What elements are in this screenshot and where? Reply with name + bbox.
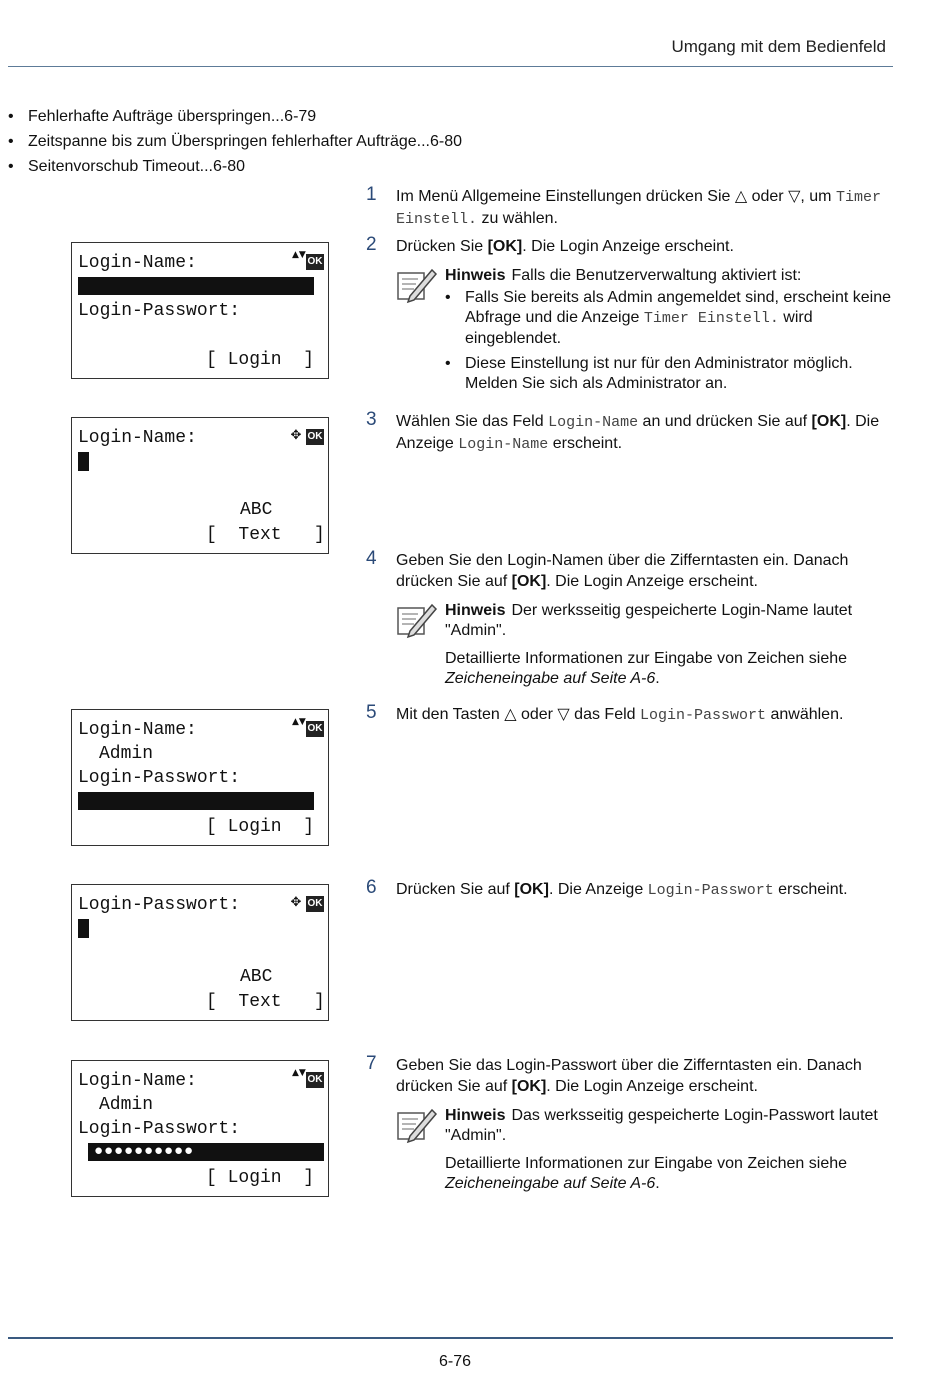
step-number: 6	[366, 877, 377, 898]
step-4	[366, 550, 896, 689]
lcd-login-name-value: Admin	[99, 1095, 154, 1115]
related-topics-list	[8, 104, 462, 179]
cross-arrow-icon: ✥	[290, 895, 302, 910]
step-text: Im Menü Allgemeine Einstellungen drücken Sie △ oder ▽, um	[396, 188, 836, 205]
lcd-text-softkey: [ Text ]	[206, 525, 325, 545]
cross-arrow-icon: ✥	[290, 428, 302, 443]
step-text: zu wählen.	[477, 210, 558, 227]
lcd-login-softkey: [ Login ]	[206, 1168, 315, 1188]
footer-rule	[8, 1337, 893, 1339]
step-text: an und drücken Sie auf	[638, 413, 812, 430]
note-text: wird eingeblendet.	[465, 309, 813, 347]
note-label: Hinweis	[445, 602, 506, 619]
menu-item-code: Timer Einstell.	[396, 189, 881, 228]
lcd-input-mode: ABC	[240, 500, 273, 520]
ok-icon: OK	[306, 1072, 324, 1088]
field-code: Login-Name	[548, 414, 639, 431]
lcd-login-screen-filled	[71, 1060, 329, 1197]
note-intro: Der werksseitig gespeicherte Login-Name lautet "Admin".	[445, 602, 853, 639]
ok-key-label: [OK]	[511, 1078, 547, 1095]
ok-icon: OK	[306, 896, 324, 912]
step-number: 7	[366, 1053, 377, 1074]
note-label: Hinweis	[445, 267, 506, 284]
lcd-login-screen-admin	[71, 709, 329, 846]
toc-item: • Fehlerhafte Aufträge überspringen...6-79	[8, 104, 462, 129]
note-text: Falls Sie bereits als Admin angemeldet sind, erscheint keine Abfrage und die Anzeige	[465, 289, 891, 326]
note-pencil-icon	[396, 601, 438, 639]
note-bullet: • Diese Einstellung ist nur für den Administrator möglich. Melden Sie sich als Administrator an.	[445, 354, 896, 394]
note-pencil-icon	[396, 1106, 438, 1144]
step-number: 4	[366, 548, 377, 569]
lcd-login-softkey: [ Login ]	[206, 350, 315, 370]
step-text: erscheint.	[548, 435, 623, 452]
step-5	[366, 704, 896, 726]
lcd-password-masked-value: ●●●●●●●●●●	[88, 1143, 324, 1161]
field-code: Login-Name	[458, 436, 549, 453]
step-text: Mit den Tasten △ oder ▽ das Feld	[396, 706, 640, 723]
field-code: Login-Passwort	[647, 882, 774, 899]
field-code: Login-Passwort	[640, 707, 767, 724]
step-text: Geben Sie den Login-Namen über die Zifferntasten ein. Danach drücken Sie auf	[396, 552, 849, 590]
step-text: . Die Login Anzeige erscheint.	[522, 238, 734, 255]
toc-item: • Seitenvorschub Timeout...6-80	[8, 154, 462, 179]
step-number: 5	[366, 702, 377, 723]
header-rule	[8, 66, 893, 67]
menu-item-code: Timer Einstell.	[643, 310, 779, 327]
step-text: . Die Login Anzeige erscheint.	[546, 573, 758, 590]
lcd-login-name-value: Admin	[99, 744, 154, 764]
lcd-name-entry-screen	[71, 417, 329, 554]
lcd-login-name-label: Login-Name:	[78, 1071, 197, 1091]
up-down-arrow-icon: ▲▼	[292, 1068, 306, 1078]
lcd-login-name-label: Login-Name:	[78, 428, 197, 448]
lcd-login-password-label: Login-Passwort:	[78, 895, 241, 915]
up-down-arrow-icon: ▲▼	[292, 717, 306, 727]
step-text: . Die Anzeige	[396, 413, 880, 452]
note-pencil-icon	[396, 266, 438, 304]
step-1	[366, 186, 896, 230]
note-bullet	[445, 288, 896, 349]
note-intro: Das werksseitig gespeicherte Login-Passwort lautet "Admin".	[445, 1107, 878, 1144]
step-number: 2	[366, 234, 377, 255]
step-6	[366, 879, 896, 901]
lcd-text-softkey: [ Text ]	[206, 992, 325, 1012]
note-text: Detaillierte Informationen zur Eingabe von Zeichen siehe	[445, 1155, 848, 1172]
note-text: .	[655, 670, 660, 687]
lcd-login-password-label: Login-Passwort:	[78, 1119, 241, 1139]
lcd-login-password-label: Login-Passwort:	[78, 768, 241, 788]
ok-key-label: [OK]	[511, 573, 547, 590]
ok-icon: OK	[306, 254, 324, 270]
step-text: Geben Sie das Login-Passwort über die Zifferntasten ein. Danach drücken Sie auf	[396, 1057, 862, 1095]
lcd-login-name-label: Login-Name:	[78, 720, 197, 740]
note-intro: Falls die Benutzerverwaltung aktiviert ist:	[511, 267, 802, 284]
step-text: Drücken Sie	[396, 238, 488, 255]
cross-reference-link[interactable]: Zeicheneingabe auf Seite A-6	[445, 1175, 656, 1192]
ok-key-label: [OK]	[811, 413, 847, 430]
note-box	[396, 601, 896, 689]
lcd-name-field-highlight	[78, 277, 314, 295]
lcd-cursor	[78, 452, 89, 471]
step-text: . Die Login Anzeige erscheint.	[546, 1078, 758, 1095]
step-2	[366, 236, 896, 399]
ok-icon: OK	[306, 721, 324, 737]
lcd-input-mode: ABC	[240, 967, 273, 987]
cross-reference-link[interactable]: Zeicheneingabe auf Seite A-6	[445, 670, 656, 687]
step-text: Drücken Sie auf	[396, 881, 515, 898]
up-down-arrow-icon: ▲▼	[292, 250, 306, 260]
note-box	[396, 1106, 896, 1194]
step-number: 3	[366, 409, 377, 430]
lcd-password-entry-screen	[71, 884, 329, 1021]
step-text: erscheint.	[773, 881, 848, 898]
step-3	[366, 411, 896, 455]
note-label: Hinweis	[445, 1107, 506, 1124]
lcd-login-screen	[71, 242, 329, 379]
lcd-login-password-label: Login-Passwort:	[78, 301, 241, 321]
lcd-login-softkey: [ Login ]	[206, 817, 315, 837]
ok-icon: OK	[306, 429, 324, 445]
lcd-cursor	[78, 919, 89, 938]
step-number: 1	[366, 184, 377, 205]
note-text: .	[655, 1175, 660, 1192]
ok-key-label: [OK]	[514, 881, 549, 898]
note-text: Detaillierte Informationen zur Eingabe von Zeichen siehe	[445, 650, 848, 667]
toc-item: • Zeitspanne bis zum Überspringen fehlerhafter Aufträge...6-80	[8, 129, 462, 154]
step-7	[366, 1055, 896, 1194]
step-text: . Die Anzeige	[548, 881, 648, 898]
step-text: anwählen.	[766, 706, 844, 723]
page-header: Umgang mit dem Bedienfeld	[671, 37, 886, 56]
lcd-password-field-highlight	[78, 792, 314, 810]
step-text: Wählen Sie das Feld	[396, 413, 549, 430]
lcd-login-name-label: Login-Name:	[78, 253, 197, 273]
note-box	[396, 266, 896, 394]
ok-key-label: [OK]	[487, 238, 523, 255]
page-number: 6-76	[438, 1353, 472, 1370]
